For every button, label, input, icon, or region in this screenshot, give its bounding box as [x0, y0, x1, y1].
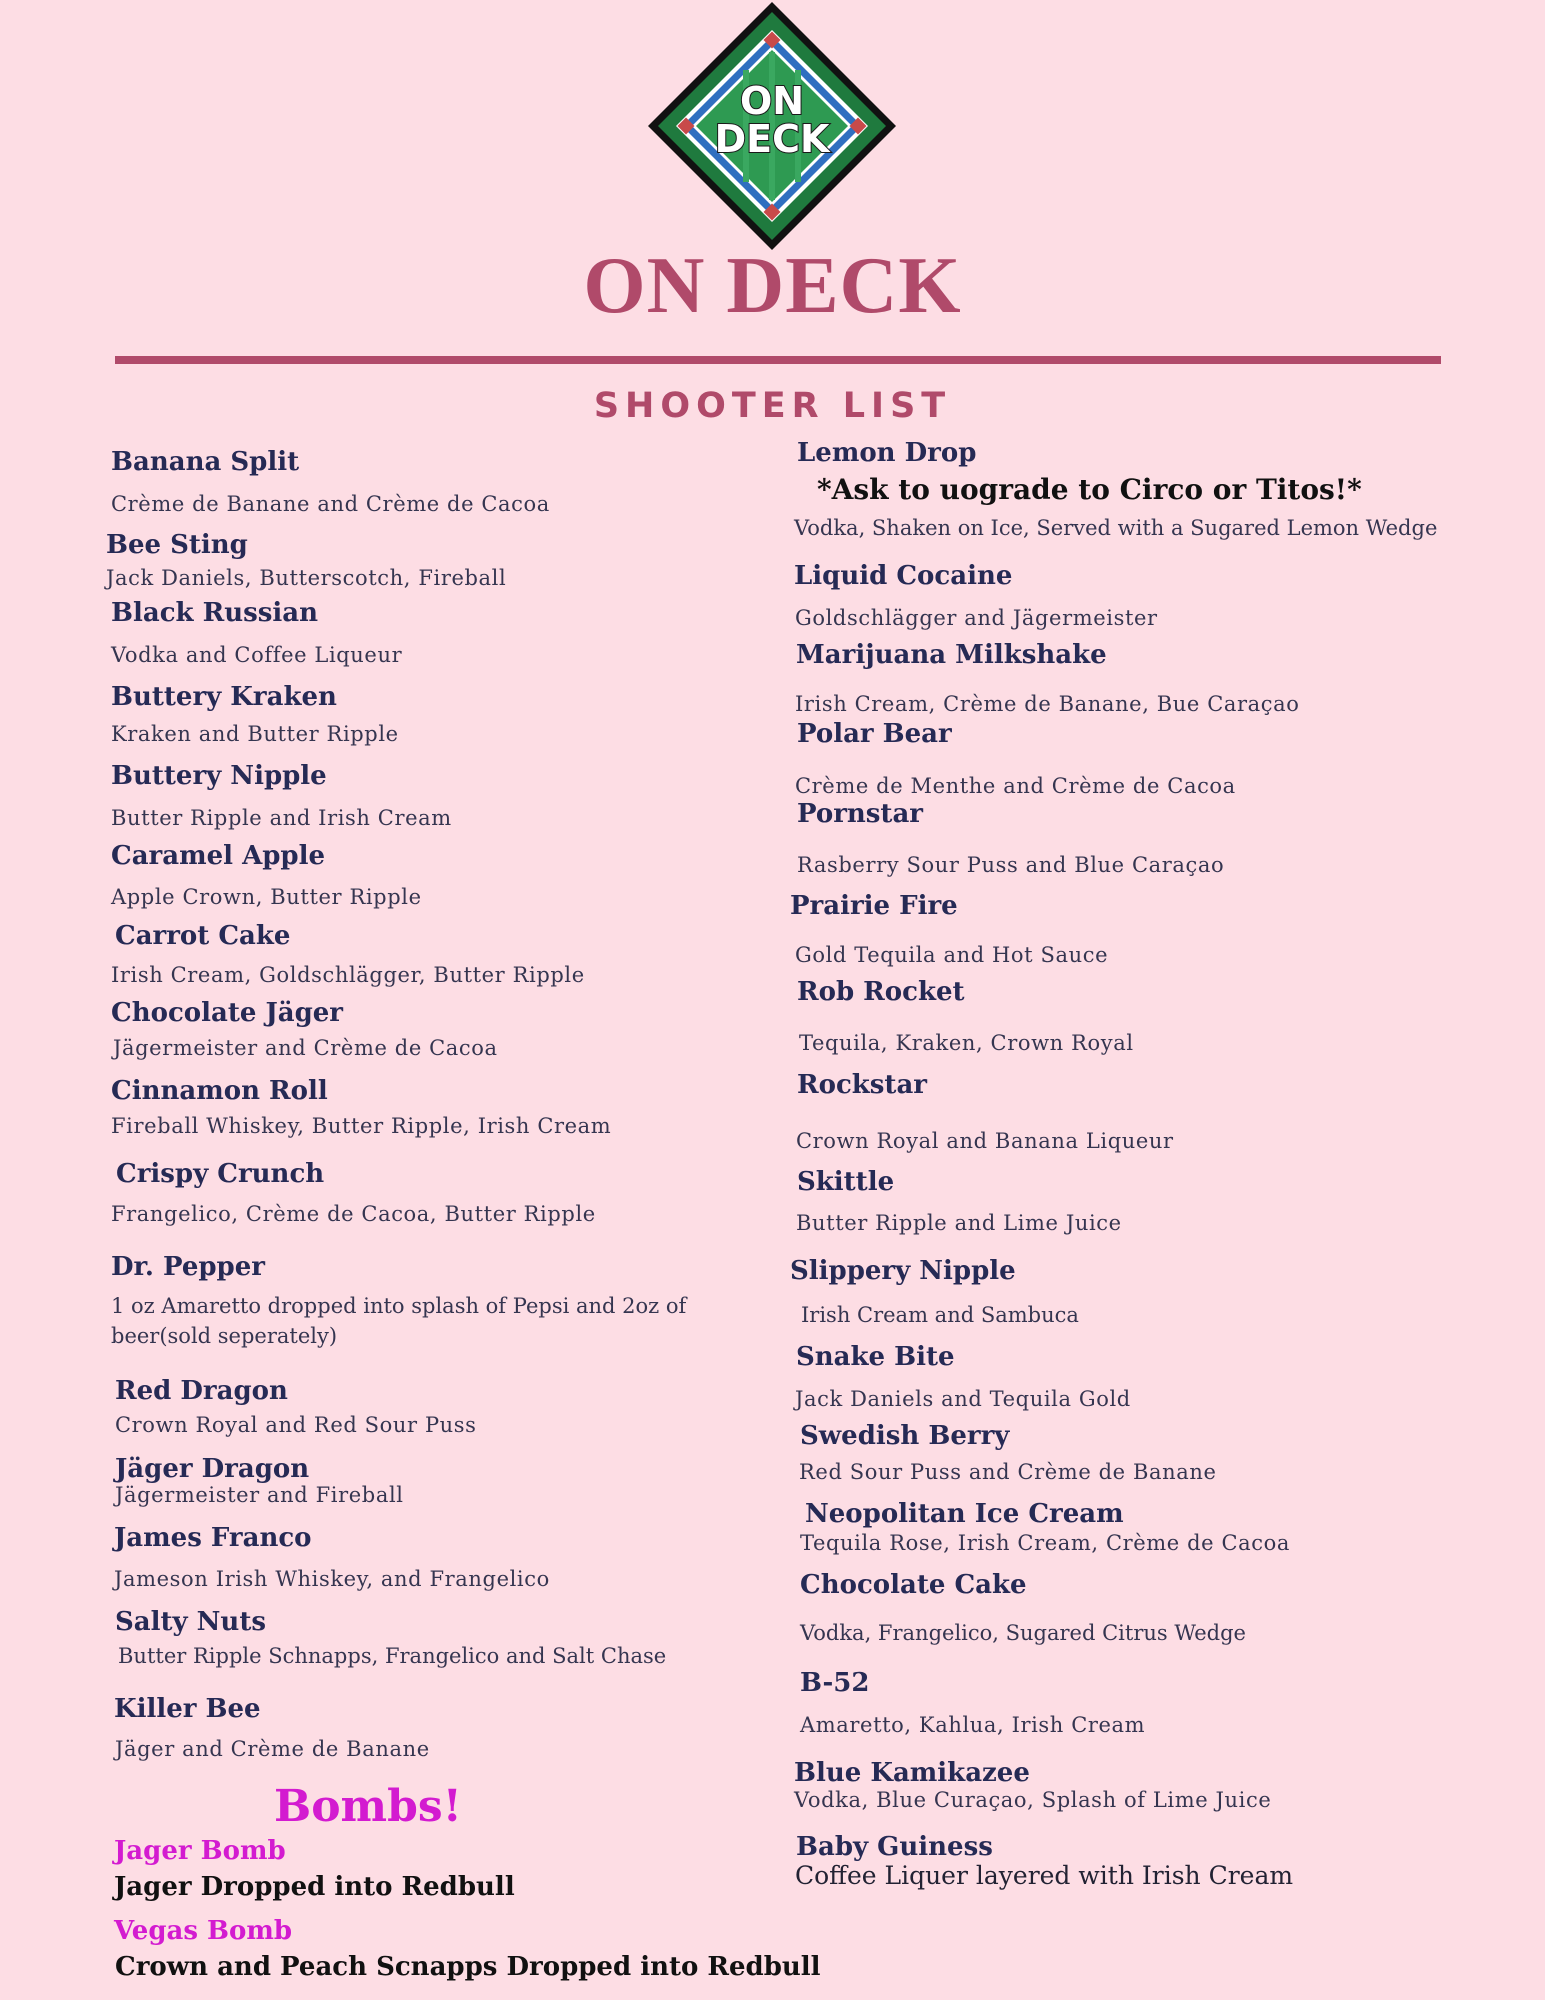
item-description: Irish Cream, Crème de Banane, Bue Caraçao	[795, 692, 1300, 716]
bomb-description: Jager Dropped into Redbull	[114, 1872, 515, 1902]
item-name: Cinnamon Roll	[111, 1076, 328, 1106]
item-description: Jägermeister and Fireball	[115, 1483, 404, 1507]
item-description: 1 oz Amaretto dropped into splash of Pepsi and 2oz of beer(sold seperately)	[111, 1294, 687, 1348]
item-description: Gold Tequila and Hot Sauce	[795, 943, 1109, 967]
item-description: Kraken and Butter Ripple	[111, 722, 399, 746]
item-name: Buttery Nipple	[111, 761, 327, 791]
item-description: Vodka, Frangelico, Sugared Citrus Wedge	[800, 1621, 1246, 1645]
item-description: Fireball Whiskey, Butter Ripple, Irish Cream	[111, 1114, 612, 1138]
item-name: Prairie Fire	[790, 891, 958, 921]
item-description: Amaretto, Kahlua, Irish Cream	[800, 1713, 1146, 1737]
item-name: B-52	[800, 1668, 870, 1698]
item-description: Jägermeister and Crème de Cacoa	[113, 1036, 498, 1060]
bombs-heading: Bombs!	[274, 1781, 462, 1832]
item-description: Crown Royal and Banana Liqueur	[796, 1129, 1174, 1153]
item-description: Coffee Liquer layered with Irish Cream	[795, 1861, 1294, 1890]
bomb-name: Vegas Bomb	[114, 1916, 293, 1946]
item-name: Rob Rocket	[797, 977, 965, 1007]
title-divider	[115, 356, 1441, 364]
item-name: Crispy Crunch	[116, 1159, 325, 1189]
item-name: Swedish Berry	[800, 1421, 1010, 1451]
item-description: Butter Ripple and Lime Juice	[796, 1211, 1122, 1235]
item-description: Vodka, Shaken on Ice, Served with a Sugared Lemon Wedge	[794, 516, 1438, 540]
upgrade-note: *Ask to uograde to Circo or Titos!*	[817, 473, 1362, 506]
item-description: Butter Ripple Schnapps, Frangelico and Salt Chase	[118, 1644, 667, 1668]
item-description: Tequila, Kraken, Crown Royal	[799, 1031, 1134, 1055]
item-description: Vodka, Blue Curaçao, Splash of Lime Juice	[794, 1788, 1272, 1812]
item-description: Frangelico, Crème de Cacoa, Butter Ripple	[111, 1202, 596, 1226]
item-name: Skittle	[797, 1167, 895, 1197]
logo-line-2: DECK	[714, 117, 830, 161]
item-name: Jäger Dragon	[115, 1454, 310, 1484]
item-name: Polar Bear	[797, 719, 952, 749]
item-description: Crown Royal and Red Sour Puss	[115, 1413, 477, 1437]
item-name: Pornstar	[797, 799, 923, 829]
item-name: Carrot Cake	[115, 921, 291, 951]
item-name: Blue Kamikazee	[794, 1758, 1030, 1788]
item-description: Tequila Rose, Irish Cream, Crème de Cacoa	[800, 1531, 1290, 1555]
page-title: ON DECK	[583, 242, 962, 330]
item-description: Jäger and Crème de Banane	[115, 1737, 430, 1761]
item-name: Bee Sting	[106, 530, 248, 560]
item-name: James Franco	[114, 1523, 312, 1553]
bomb-name: Jager Bomb	[114, 1836, 286, 1866]
item-description: Jack Daniels and Tequila Gold	[795, 1387, 1131, 1411]
item-name: Chocolate Jäger	[111, 998, 344, 1028]
item-description: Rasberry Sour Puss and Blue Caraçao	[797, 853, 1225, 877]
item-description: Irish Cream and Sambuca	[801, 1303, 1079, 1327]
item-name: Marijuana Milkshake	[796, 640, 1107, 670]
item-description: Red Sour Puss and Crème de Banane	[799, 1460, 1217, 1484]
item-name: Neopolitan Ice Cream	[805, 1499, 1124, 1529]
item-description: Apple Crown, Butter Ripple	[111, 885, 422, 909]
logo-line-1: ON	[739, 79, 805, 123]
on-deck-logo	[646, 0, 898, 252]
item-name: Caramel Apple	[111, 841, 326, 871]
item-name: Buttery Kraken	[111, 682, 337, 712]
item-description: Crème de Menthe and Crème de Cacoa	[795, 774, 1236, 798]
item-name: Killer Bee	[114, 1694, 261, 1724]
item-name: Rockstar	[797, 1070, 927, 1100]
item-description: Crème de Banane and Crème de Cacoa	[111, 492, 550, 516]
item-name: Red Dragon	[115, 1376, 288, 1406]
item-name: Slippery Nipple	[790, 1256, 1016, 1286]
item-description: Goldschlägger and Jägermeister	[795, 606, 1158, 630]
item-name: Banana Split	[111, 447, 300, 477]
section-title: SHOOTER LIST	[593, 386, 952, 426]
item-description: Irish Cream, Goldschlägger, Butter Ripple	[111, 963, 585, 987]
item-name: Lemon Drop	[797, 438, 977, 468]
item-name: Salty Nuts	[115, 1607, 266, 1637]
item-name: Chocolate Cake	[800, 1570, 1027, 1600]
bomb-description: Crown and Peach Scnapps Dropped into Redbull	[115, 1952, 821, 1982]
item-description: Vodka and Coffee Liqueur	[111, 643, 403, 667]
item-name: Baby Guiness	[796, 1832, 993, 1862]
item-name: Liquid Cocaine	[794, 561, 1013, 591]
item-description: Butter Ripple and Irish Cream	[111, 806, 452, 830]
item-name: Snake Bite	[796, 1342, 955, 1372]
item-description: Jameson Irish Whiskey, and Frangelico	[114, 1567, 550, 1591]
item-description: Jack Daniels, Butterscotch, Fireball	[106, 566, 507, 590]
item-name: Dr. Pepper	[111, 1252, 265, 1282]
item-name: Black Russian	[111, 598, 319, 628]
